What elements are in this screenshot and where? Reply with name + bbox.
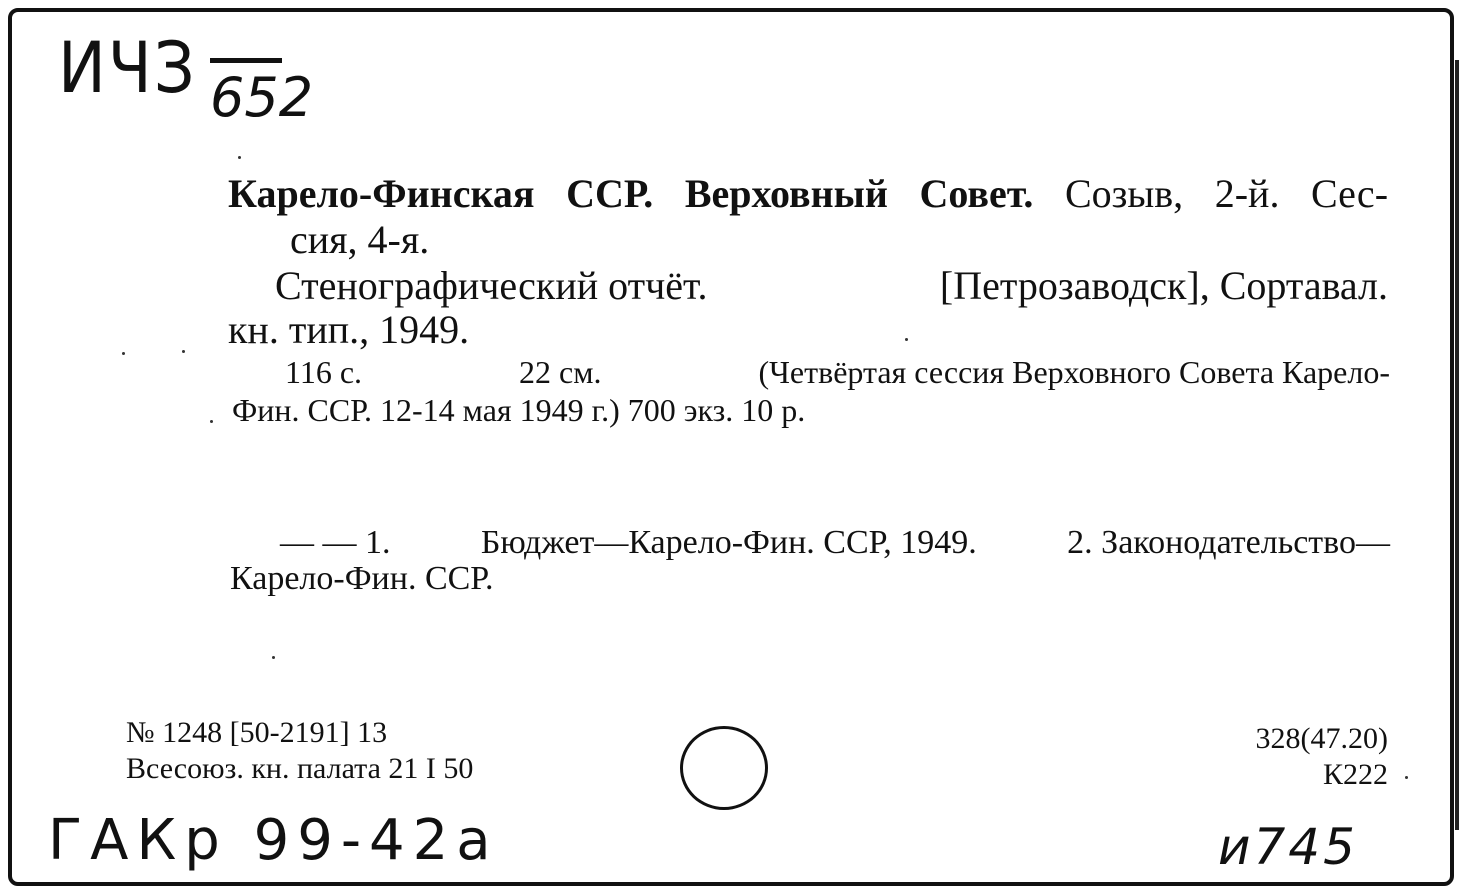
- speck: [182, 350, 185, 353]
- entry-heading-continued: сия, 4-я.: [290, 217, 430, 262]
- subjects-line: [280, 524, 1390, 562]
- author-mark: К222: [1322, 758, 1388, 791]
- shelfmark-fraction-bar: [210, 58, 282, 63]
- stamp-circle: [680, 726, 768, 810]
- speck: [1405, 776, 1408, 779]
- subject-2-continued: Карело-Фин. ССР.: [230, 560, 494, 597]
- entry-collation-line: [285, 354, 1390, 391]
- speck: [238, 156, 241, 159]
- speck: [122, 352, 125, 355]
- speck: [272, 656, 275, 659]
- speck: [905, 338, 908, 341]
- entry-imprint: кн. тип., 1949.: [228, 307, 470, 352]
- entry-heading: [228, 170, 1388, 217]
- accession-number: и745: [1218, 818, 1358, 876]
- entry-title-line: [275, 262, 1388, 309]
- entry-note-end: Фин. ССР. 12-14 мая 1949 г.) 700 экз. 10 р.: [232, 392, 806, 428]
- entry-size: 22 см.: [519, 354, 602, 390]
- shelfmark-main: ИЧЗ: [58, 28, 197, 110]
- entry-note-start: (Четвёртая сессия Верховного Совета Карело-: [758, 354, 1390, 390]
- entry-heading-bold: Карело-Финская ССР. Верховный Совет.: [228, 171, 1034, 216]
- card-edge-strip: [1455, 60, 1459, 830]
- entry-place: [Петрозаводск], Сортавал.: [939, 263, 1388, 308]
- entry-title: Стенографический отчёт.: [275, 263, 708, 308]
- book-chamber: Всесоюз. кн. палата 21 I 50: [126, 752, 474, 785]
- class-code: 328(47.20): [1255, 722, 1388, 755]
- entry-heading-rest: Созыв, 2-й. Сес-: [1064, 171, 1389, 216]
- archive-code: ГАКр 99-42а: [48, 808, 499, 873]
- speck: [210, 420, 213, 423]
- subjects-dash: — — 1.: [280, 524, 391, 561]
- subject-2: 2. Законодательство—: [1067, 524, 1390, 561]
- entry-pages: 116 с.: [285, 354, 363, 390]
- subject-1: Бюджет—Карело-Фин. ССР, 1949.: [480, 524, 977, 561]
- shelfmark-fraction: 652: [210, 66, 314, 129]
- card-number: № 1248 [50-2191] 13: [126, 716, 388, 749]
